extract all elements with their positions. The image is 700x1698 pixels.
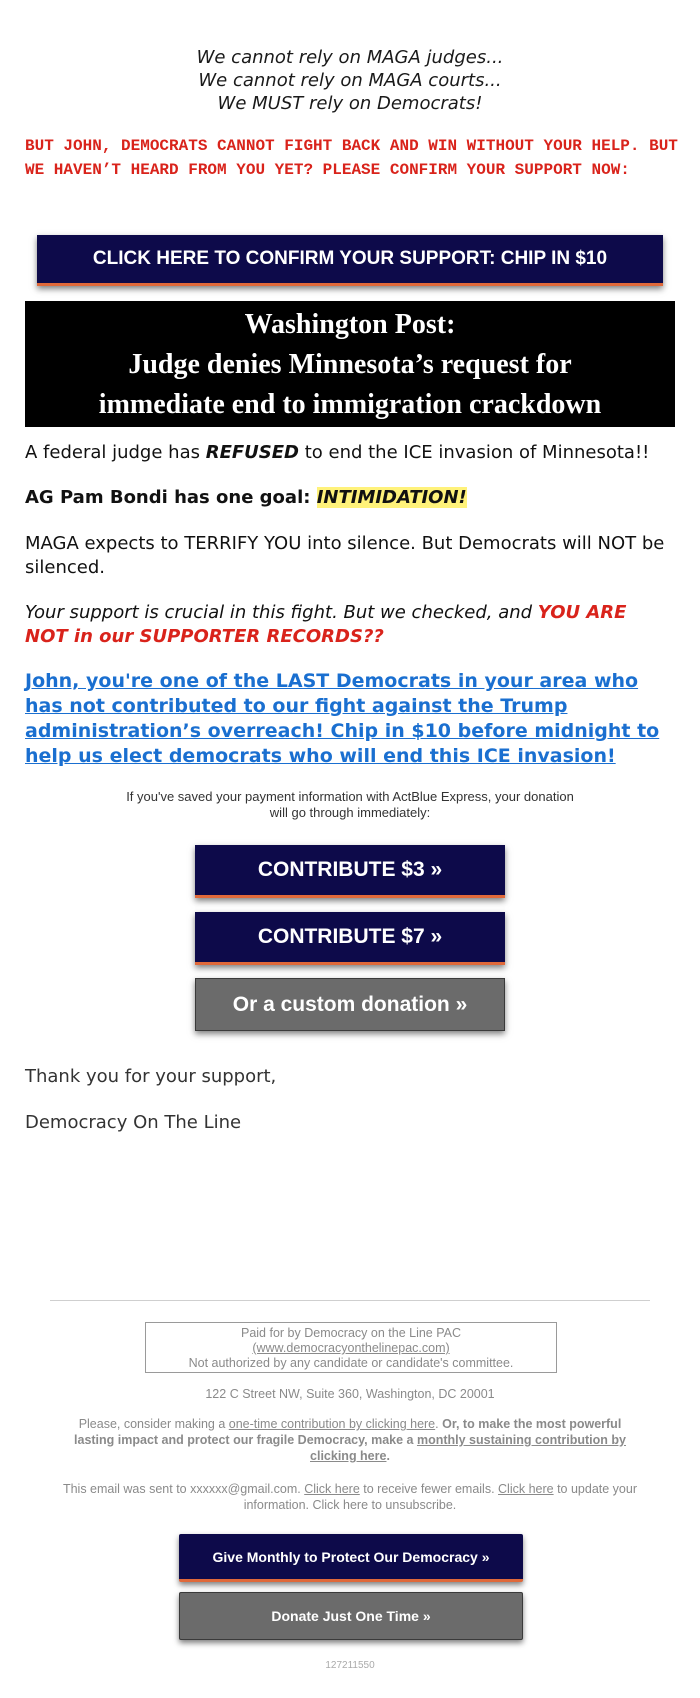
chip-in-link[interactable]: John, you're one of the LAST Democrats in your area who has not contributed to our fight against the Trump administration’s overreach! Chip in $10 before midnight to help us elect democrats who will end this ICE invasion! [25,670,660,767]
contribute-7-button[interactable]: CONTRIBUTE $7 » [195,912,505,965]
give-monthly-button[interactable]: Give Monthly to Protect Our Democracy » [179,1534,523,1582]
paragraph-maga: MAGA expects to TERRIFY YOU into silence. But Democrats will NOT be silenced. [25,533,665,578]
actblue-express-note: If you've saved your payment information with ActBlue Express, your donation will go through immediately: [126,789,574,820]
footer-email-notice: This email was sent to xxxxxx@gmail.com. Click here to receive fewer emails. Click here to update your information. Click here to unsubscribe. [62,1482,638,1512]
news-headline-banner[interactable] [25,301,675,427]
footer-address: 122 C Street NW, Suite 360, Washington, DC 20001 [205,1387,495,1401]
headline-line-2: Judge denies Minnesota’s request for [128,349,572,380]
headline-source: Washington Post: [244,309,456,340]
headline-line-3: immediate end to immigration crackdown [98,389,602,420]
intro-line-3: We MUST rely on Democrats! [217,93,483,114]
paid-for-box: Paid for by Democracy on the Line PAC (www.democracyonthelinepac.com) Not authorized by any candidate or candidate's committee. [145,1322,557,1373]
intro-block [0,46,700,115]
update-info-link[interactable]: Click here [498,1482,554,1496]
custom-donation-button[interactable]: Or a custom donation » [195,978,505,1031]
intro-line-2: We cannot rely on MAGA courts... [198,70,502,91]
donate-one-time-button[interactable]: Donate Just One Time » [179,1592,523,1640]
confirm-support-button[interactable]: CLICK HERE TO CONFIRM YOUR SUPPORT: CHIP IN $10 [37,235,663,286]
tracking-code: 127211550 [325,1660,375,1671]
alert-message: BUT JOHN, DEMOCRATS CANNOT FIGHT BACK AND WIN WITHOUT YOUR HELP. BUT WE HAVEN’T HEARD FROM YOU YET? PLEASE CONFIRM YOUR SUPPORT NOW: [25,137,678,179]
paragraph-support: Your support is crucial in this fight. But we checked, and YOU ARE NOT in our SUPPORTER RECORDS?? [25,602,627,647]
contribute-3-button[interactable]: CONTRIBUTE $3 » [195,845,505,898]
fewer-emails-link[interactable]: Click here [304,1482,360,1496]
monthly-contribution-link[interactable]: monthly sustaining contribution by clicking here [310,1433,626,1463]
paragraph-link-block [25,669,675,769]
highlight-intimidation: INTIMIDATION! [316,487,467,508]
paragraph-bondi: AG Pam Bondi has one goal: INTIMIDATION! [25,487,467,508]
footer-divider [50,1300,650,1301]
emphasis-refused: REFUSED [205,442,299,463]
one-time-contribution-link[interactable]: one-time contribution by clicking here [228,1417,436,1431]
footer-consider: Please, consider making a one-time contribution by clicking here. Or, to make the most powerful lasting impact and protect our fragile Democracy, make a monthly sustaining contribution by clicking here. [74,1417,626,1463]
paragraph-judge: A federal judge has REFUSED to end the ICE invasion of Minnesota!! [25,442,650,463]
signoff-org: Democracy On The Line [25,1112,242,1133]
intro-line-1: We cannot rely on MAGA judges... [196,47,504,68]
supporter-records-warning: YOU ARE NOT in our SUPPORTER RECORDS?? [25,602,627,647]
pac-website-link[interactable]: (www.democracyonthelinepac.com) [252,1341,450,1355]
signoff-thanks: Thank you for your support, [25,1066,277,1087]
